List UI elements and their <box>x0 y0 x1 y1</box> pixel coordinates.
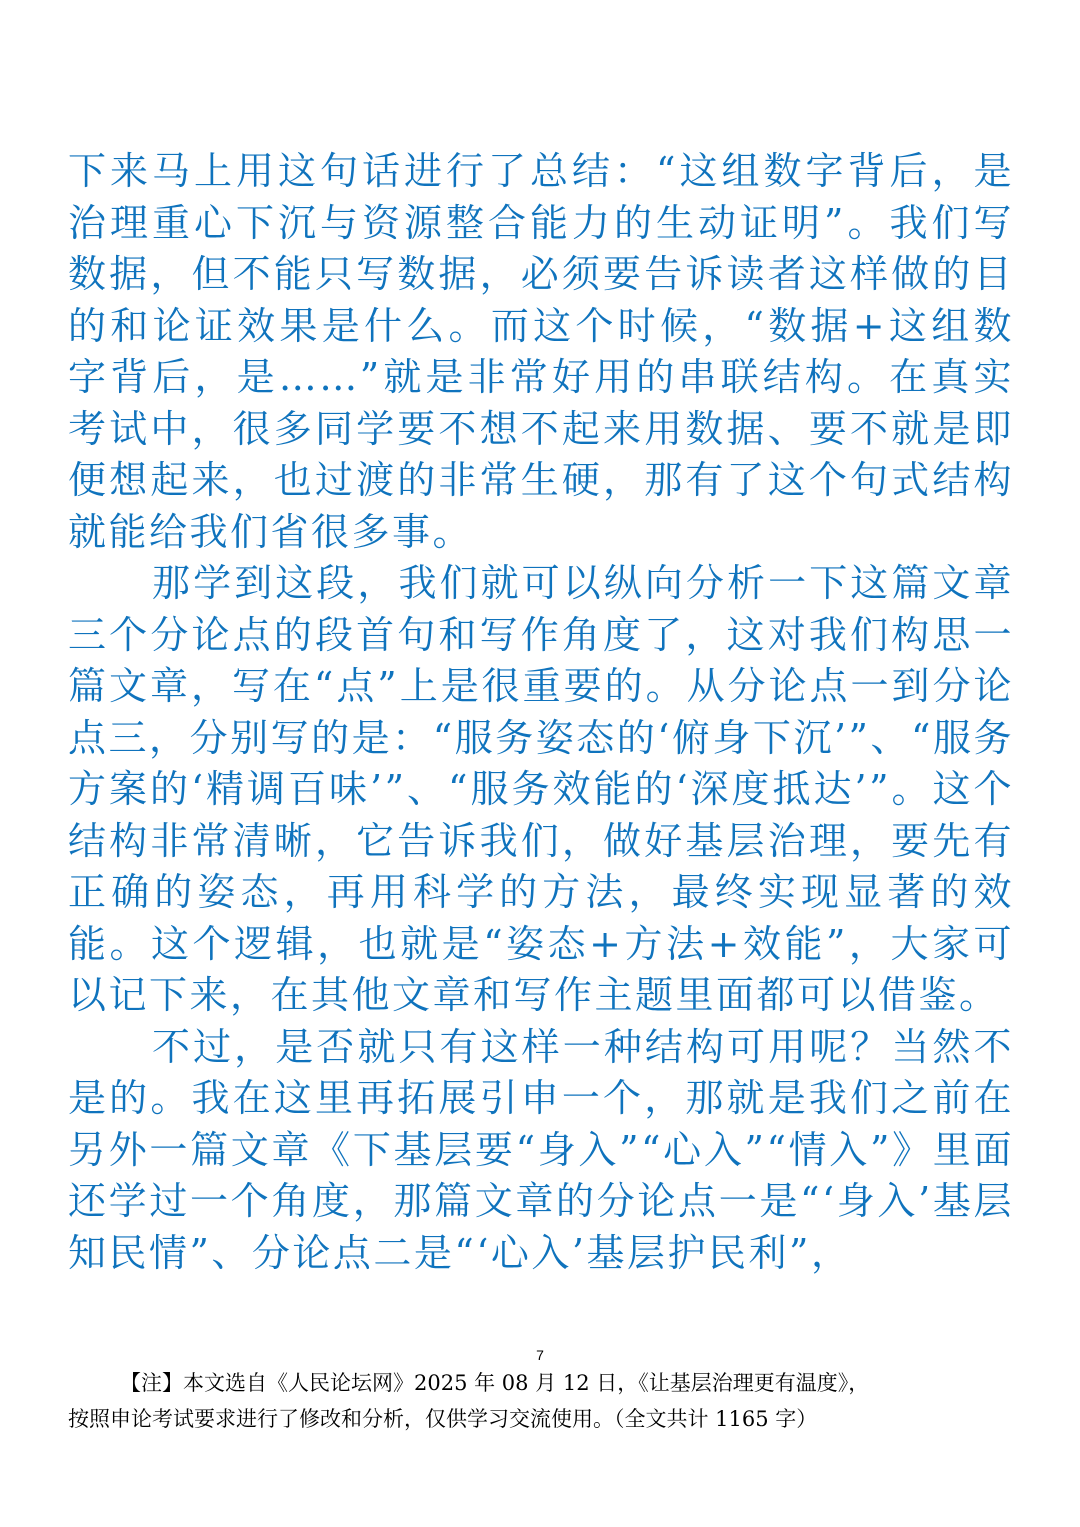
page-number: 7 <box>536 1347 544 1363</box>
source-note-line-2: 按照申论考试要求进行了修改和分析，仅供学习交流使用。（全文共计 1165 字） <box>68 1407 818 1431</box>
source-note-line-1: 【注】本文选自《人民论坛网》2025 年 08 月 12 日，《让基层治理更有温度》， <box>120 1371 870 1395</box>
paragraph-3: 不过，是否就只有这样一种结构可用呢？当然不是的。我在这里再拓展引申一个，那就是我们之前在另外一篇文章《下基层要“身入”“心入”“情入”》里面还学过一个角度，那篇文章的分论点一是“‘身入’基层知民情”、分论点二是“‘心入’基层护民利”， <box>68 1024 1014 1275</box>
article-body <box>68 146 1014 1279</box>
paragraph-1: 下来马上用这句话进行了总结：“这组数字背后，是治理重心下沉与资源整合能力的生动证明”。我们写数据，但不能只写数据，必须要告诉读者这样做的目的和论证效果是什么。而这个时候，“数据+这组数字背后，是……”就是非常好用的串联结构。在真实考试中，很多同学要不想不起来用数据、要不就是即便想起来，也过渡的非常生硬，那有了这个句式结构就能给我们省很多事。 <box>68 149 1014 554</box>
source-note <box>68 1365 1014 1437</box>
paragraph-2: 那学到这段，我们就可以纵向分析一下这篇文章三个分论点的段首句和写作角度了，这对我们构思一篇文章，写在“点”上是很重要的。从分论点一到分论点三，分别写的是：“服务姿态的‘俯身下沉’”、“服务方案的‘精调百味’”、“服务效能的‘深度抵达’”。这个结构非常清晰，它告诉我们，做好基层治理，要先有正确的姿态，再用科学的方法，最终实现显著的效能。这个逻辑，也就是“姿态+方法+效能”，大家可以记下来，在其他文章和写作主题里面都可以借鉴。 <box>68 561 1014 1017</box>
